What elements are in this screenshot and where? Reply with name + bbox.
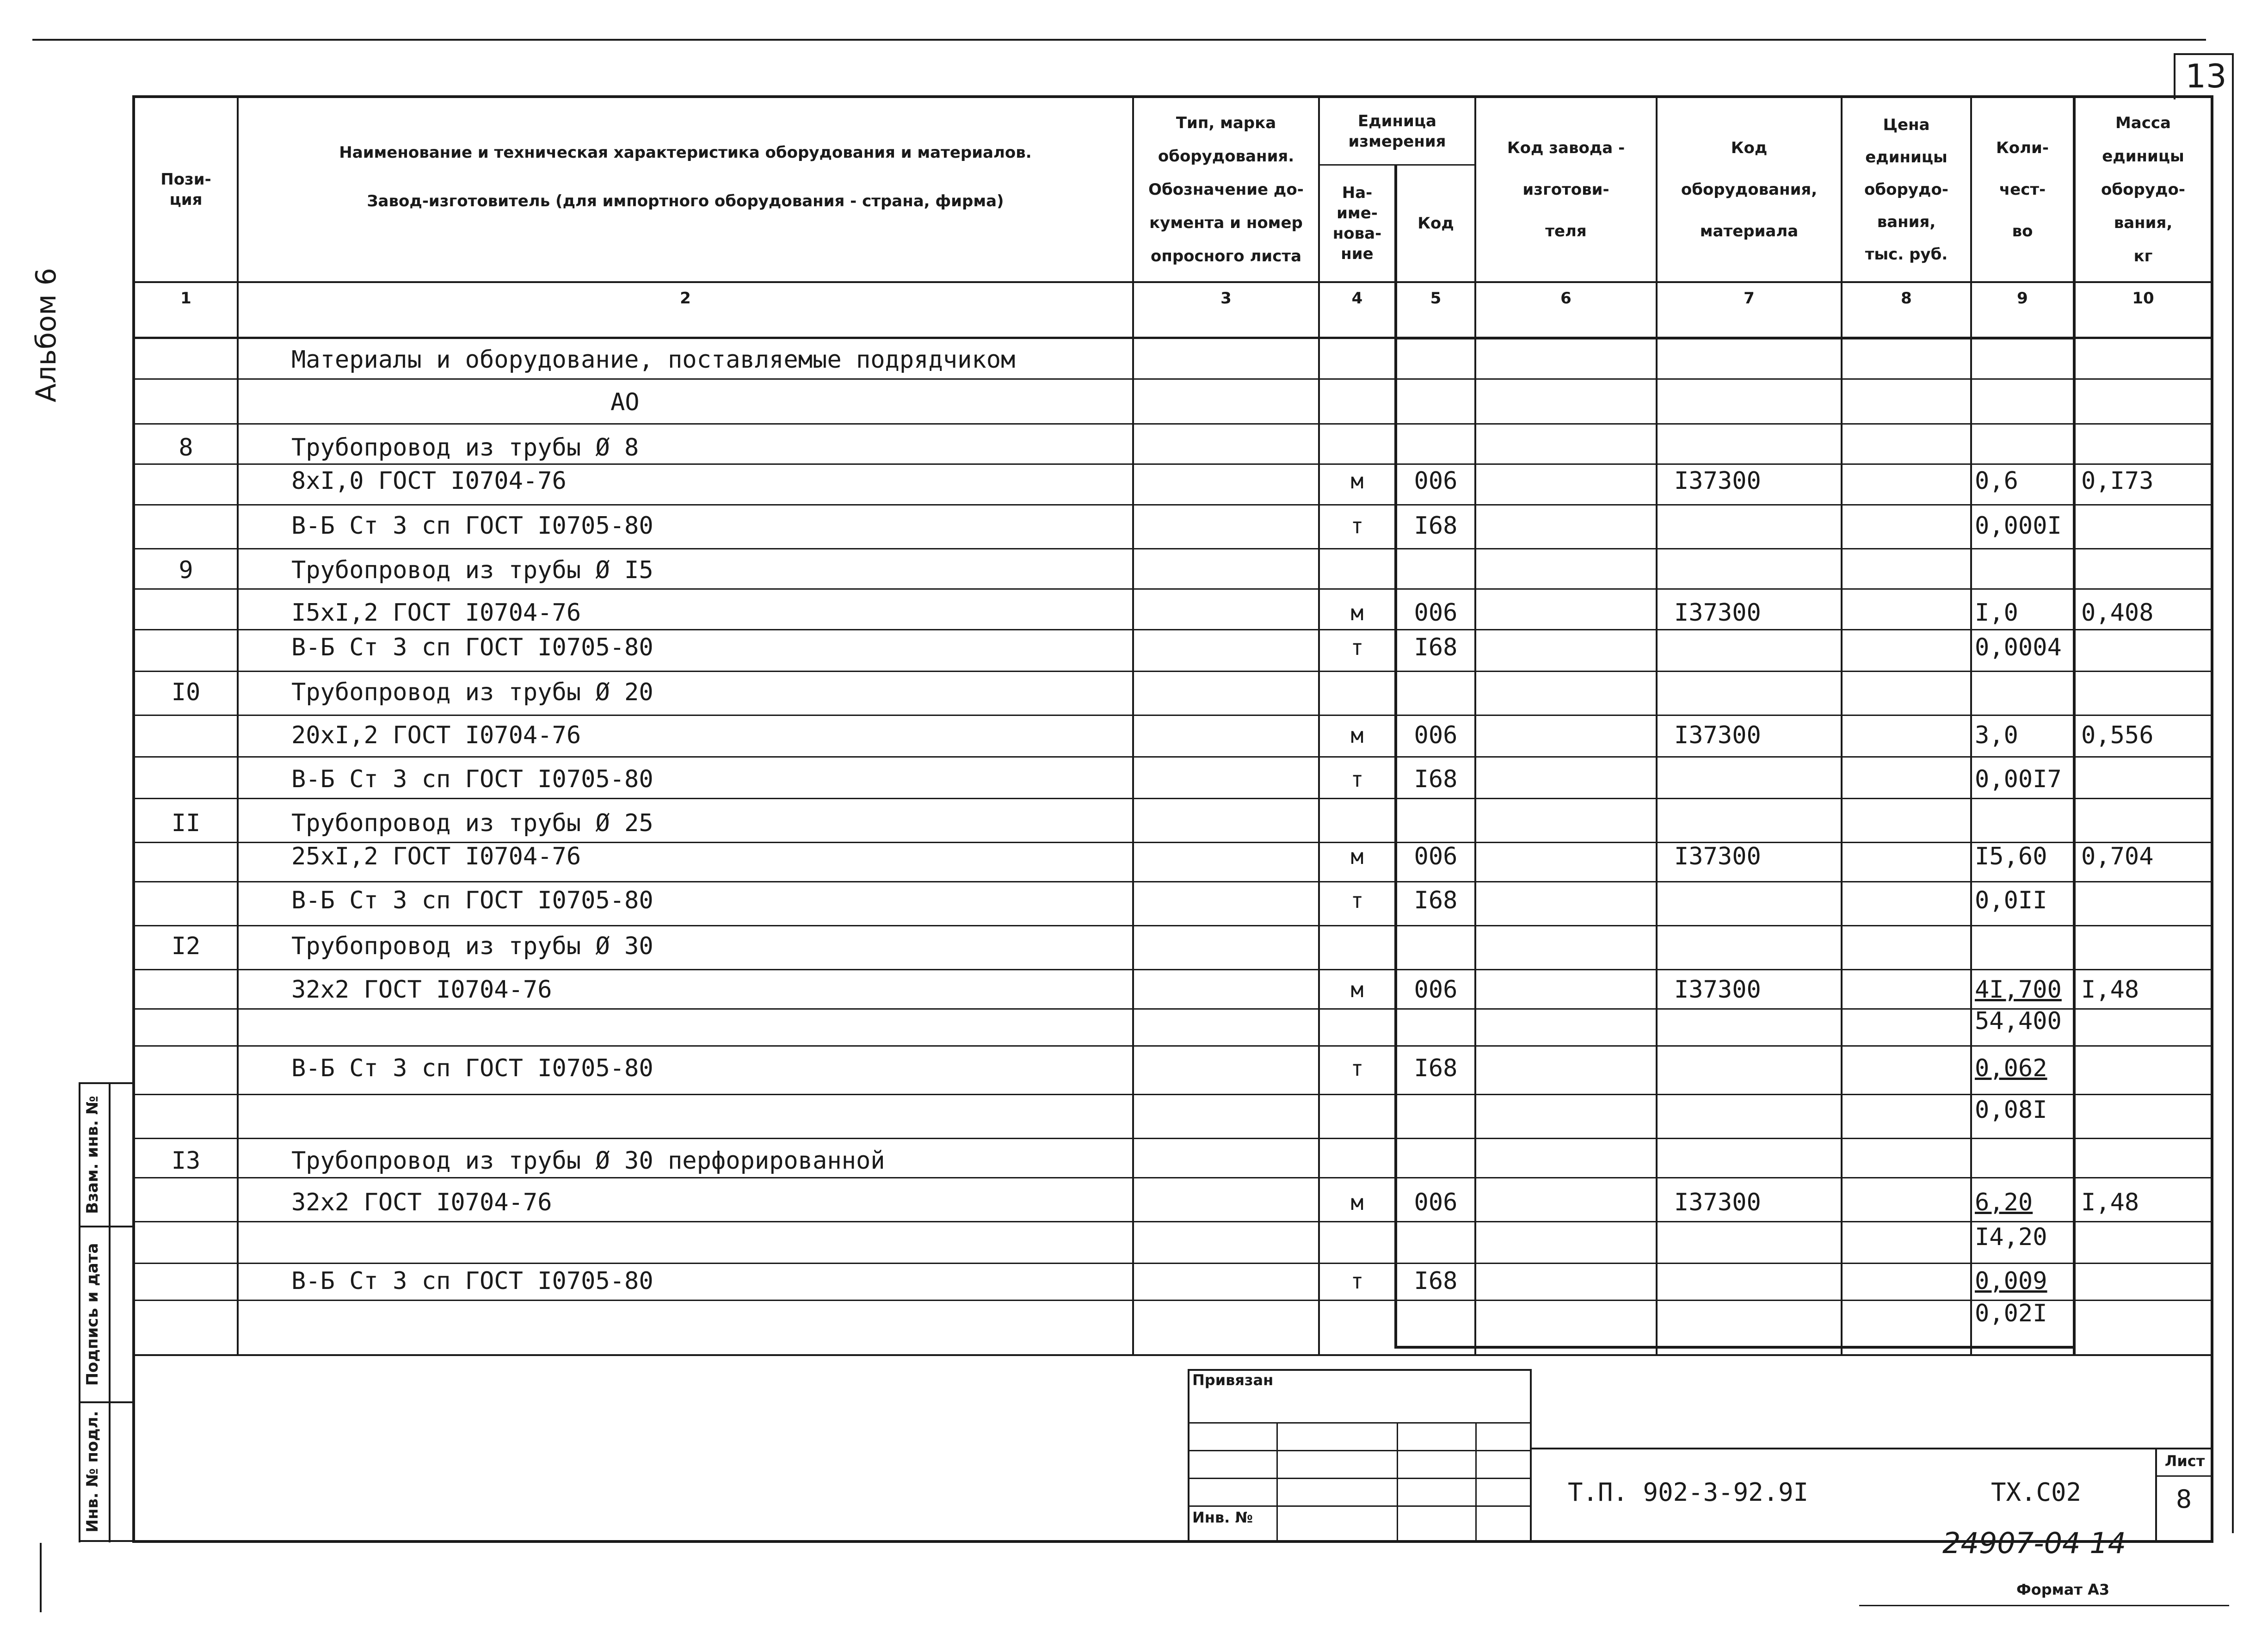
cell-qty: 3,0 — [1975, 721, 2018, 749]
cell-qty: 0,02I — [1975, 1300, 2047, 1327]
cell-mass: 0,556 — [2081, 721, 2154, 749]
row-divider — [135, 588, 2211, 590]
row-divider — [135, 1300, 2211, 1301]
row-divider — [135, 378, 2211, 380]
cell-code: I68 — [1414, 765, 1458, 793]
album-label: Альбом 6 — [30, 268, 62, 402]
cell-mat: I37300 — [1674, 599, 1761, 627]
cell-unit: м — [1350, 977, 1364, 1002]
row-divider — [135, 969, 2211, 970]
col-num-5: 5 — [1430, 289, 1442, 308]
cell-code: 006 — [1414, 599, 1458, 627]
cell-mass: 0,I73 — [2081, 467, 2154, 495]
header-unit-group: Единица измерения — [1348, 111, 1446, 151]
cell-unit: т — [1350, 1056, 1364, 1081]
cell-code: 006 — [1414, 976, 1458, 1004]
cell-qty: 54,400 — [1975, 1007, 2062, 1035]
col-num-8: 8 — [1901, 289, 1912, 308]
cell-name: 8хI,0 ГОСТ I0704-76 — [291, 467, 567, 495]
cell-qty: 4I,700 — [1975, 976, 2062, 1004]
cell-name: Трубопровод из трубы Ø 20 — [291, 678, 653, 706]
row-divider — [135, 1094, 2211, 1095]
col-num-7: 7 — [1744, 289, 1755, 308]
header-type: Тип, марка оборудования. Обозначение до- кумента и номер опросного листа — [1148, 114, 1304, 265]
cell-code: 006 — [1414, 843, 1458, 870]
cell-name: 20хI,2 ГОСТ I0704-76 — [291, 721, 581, 749]
cell-name: В-Б Ст 3 сп ГОСТ I0705-80 — [291, 512, 653, 540]
col-num-2: 2 — [680, 289, 691, 308]
row-divider — [135, 756, 2211, 758]
col-num-1: 1 — [180, 289, 191, 308]
row-divider — [135, 1177, 2211, 1178]
header-quantity: Коли- чест- во — [1996, 139, 2049, 240]
cell-name: Трубопровод из трубы Ø 25 — [291, 809, 653, 837]
row-divider — [135, 798, 2211, 799]
inv-no-label: Инв. № — [1192, 1509, 1253, 1526]
col-num-6: 6 — [1560, 289, 1572, 308]
doc-code: Т.П. 902-3-92.9I — [1568, 1478, 1809, 1507]
cell-qty: I,0 — [1975, 599, 2018, 627]
cell-name: АО — [610, 388, 640, 416]
cell-mat: I37300 — [1674, 976, 1761, 1004]
stamp-vzam: Взам. инв. № — [83, 1096, 102, 1214]
header-position: Пози- ция — [160, 170, 211, 209]
cell-mat: I37300 — [1674, 843, 1761, 870]
cell-mass: 0,704 — [2081, 843, 2154, 870]
header-material-code: Код оборудования, материала — [1681, 139, 1818, 240]
row-divider — [135, 463, 2211, 465]
cell-code: I68 — [1414, 512, 1458, 540]
cell-name: Трубопровод из трубы Ø 30 — [291, 932, 653, 960]
row-divider — [135, 1263, 2211, 1264]
cell-pos: 9 — [179, 556, 193, 584]
cell-mat: I37300 — [1674, 1189, 1761, 1216]
cell-name: В-Б Ст 3 сп ГОСТ I0705-80 — [291, 1267, 653, 1295]
row-divider — [135, 715, 2211, 716]
cell-name: 25хI,2 ГОСТ I0704-76 — [291, 843, 581, 870]
stamp-inv: Инв. № подл. — [83, 1411, 102, 1533]
row-divider — [135, 881, 2211, 882]
cell-qty: 0,0004 — [1975, 634, 2062, 661]
row-divider — [135, 1045, 2211, 1047]
row-divider — [135, 1138, 2211, 1139]
cell-code: I68 — [1414, 887, 1458, 914]
cell-pos: I2 — [171, 932, 201, 960]
cell-unit: м — [1350, 600, 1364, 625]
cell-name: Трубопровод из трубы Ø 30 перфорированной — [291, 1147, 885, 1175]
row-divider — [135, 548, 2211, 549]
header-name-line1: Наименование и техническая характеристика оборудования и материалов. — [339, 143, 1032, 162]
row-divider — [135, 1008, 2211, 1010]
row-divider — [135, 423, 2211, 425]
bottom-number: 24907-04 14 — [1942, 1526, 2126, 1560]
cell-pos: II — [171, 809, 201, 837]
cell-qty: 0,062 — [1975, 1054, 2047, 1082]
cell-code: I68 — [1414, 634, 1458, 661]
cell-code: 006 — [1414, 467, 1458, 495]
cell-unit: т — [1350, 1269, 1364, 1294]
cell-qty: 0,0II — [1975, 887, 2047, 914]
cell-unit: т — [1350, 513, 1364, 538]
cell-code: 006 — [1414, 721, 1458, 749]
row-divider — [135, 925, 2211, 926]
cell-pos: 8 — [179, 434, 193, 462]
cell-unit: м — [1350, 723, 1364, 748]
cell-mat: I37300 — [1674, 467, 1761, 495]
list-label: Лист — [2164, 1452, 2205, 1470]
header-name-line2: Завод-изготовитель (для импортного оборудования - страна, фирма) — [367, 192, 1004, 210]
row-divider — [135, 1221, 2211, 1222]
cell-mass: I,48 — [2081, 976, 2139, 1004]
row-divider — [135, 504, 2211, 506]
col-num-4: 4 — [1351, 289, 1363, 308]
cell-name: В-Б Ст 3 сп ГОСТ I0705-80 — [291, 765, 653, 793]
header-unit-code: Код — [1418, 214, 1454, 233]
cell-mass: I,48 — [2081, 1189, 2139, 1216]
cell-qty: I4,20 — [1975, 1223, 2047, 1251]
doc-mark: ТХ.С02 — [1991, 1478, 2082, 1507]
cell-name: 32х2 ГОСТ I0704-76 — [291, 1189, 552, 1216]
format-label: Формат А3 — [2016, 1581, 2110, 1598]
cell-pos: I3 — [171, 1147, 201, 1175]
cell-unit: т — [1350, 635, 1364, 660]
cell-name: Трубопровод из трубы Ø 8 — [291, 434, 639, 462]
cell-qty: 6,20 — [1975, 1189, 2033, 1216]
row-divider — [135, 671, 2211, 672]
col-num-3: 3 — [1220, 289, 1232, 308]
cell-code: I68 — [1414, 1267, 1458, 1295]
cell-qty: 0,08I — [1975, 1096, 2047, 1124]
header-unit-name: На- име- нова- ние — [1332, 184, 1382, 263]
cell-unit: т — [1350, 888, 1364, 913]
cell-qty: 0,00I7 — [1975, 765, 2062, 793]
col-num-9: 9 — [2017, 289, 2028, 308]
cell-unit: м — [1350, 1190, 1364, 1215]
cell-code: 006 — [1414, 1189, 1458, 1216]
sheet-number-top: 13 — [2185, 57, 2227, 95]
cell-qty: 0,009 — [1975, 1267, 2047, 1295]
cell-qty: 0,000I — [1975, 512, 2062, 540]
cell-name: В-Б Ст 3 сп ГОСТ I0705-80 — [291, 887, 653, 914]
cell-qty: 0,6 — [1975, 467, 2018, 495]
privyazan-label: Привязан — [1192, 1371, 1274, 1389]
cell-unit: т — [1350, 767, 1364, 792]
stamp-podpis: Подпись и дата — [83, 1243, 102, 1386]
row-divider — [135, 629, 2211, 630]
cell-qty: I5,60 — [1975, 843, 2047, 870]
cell-name: 32х2 ГОСТ I0704-76 — [291, 976, 552, 1004]
cell-name: Трубопровод из трубы Ø I5 — [291, 556, 653, 584]
cell-unit: м — [1350, 844, 1364, 869]
cell-name: В-Б Ст 3 сп ГОСТ I0705-80 — [291, 634, 653, 661]
header-price: Цена единицы оборудо- вания, тыс. руб. — [1864, 116, 1948, 264]
cell-code: I68 — [1414, 1054, 1458, 1082]
cell-name: В-Б Ст 3 сп ГОСТ I0705-80 — [291, 1054, 653, 1082]
col-num-10: 10 — [2132, 289, 2154, 308]
header-mass: Масса единицы оборудо- вания, кг — [2101, 114, 2185, 265]
cell-unit: м — [1350, 469, 1364, 493]
cell-pos: I0 — [171, 678, 201, 706]
cell-mass: 0,408 — [2081, 599, 2154, 627]
header-factory-code: Код завода - изготови- теля — [1507, 139, 1625, 240]
cell-name: I5хI,2 ГОСТ I0704-76 — [291, 599, 581, 627]
cell-name: Материалы и оборудование, поставляемые подрядчиком — [291, 346, 1016, 374]
list-number: 8 — [2176, 1485, 2192, 1514]
cell-mat: I37300 — [1674, 721, 1761, 749]
